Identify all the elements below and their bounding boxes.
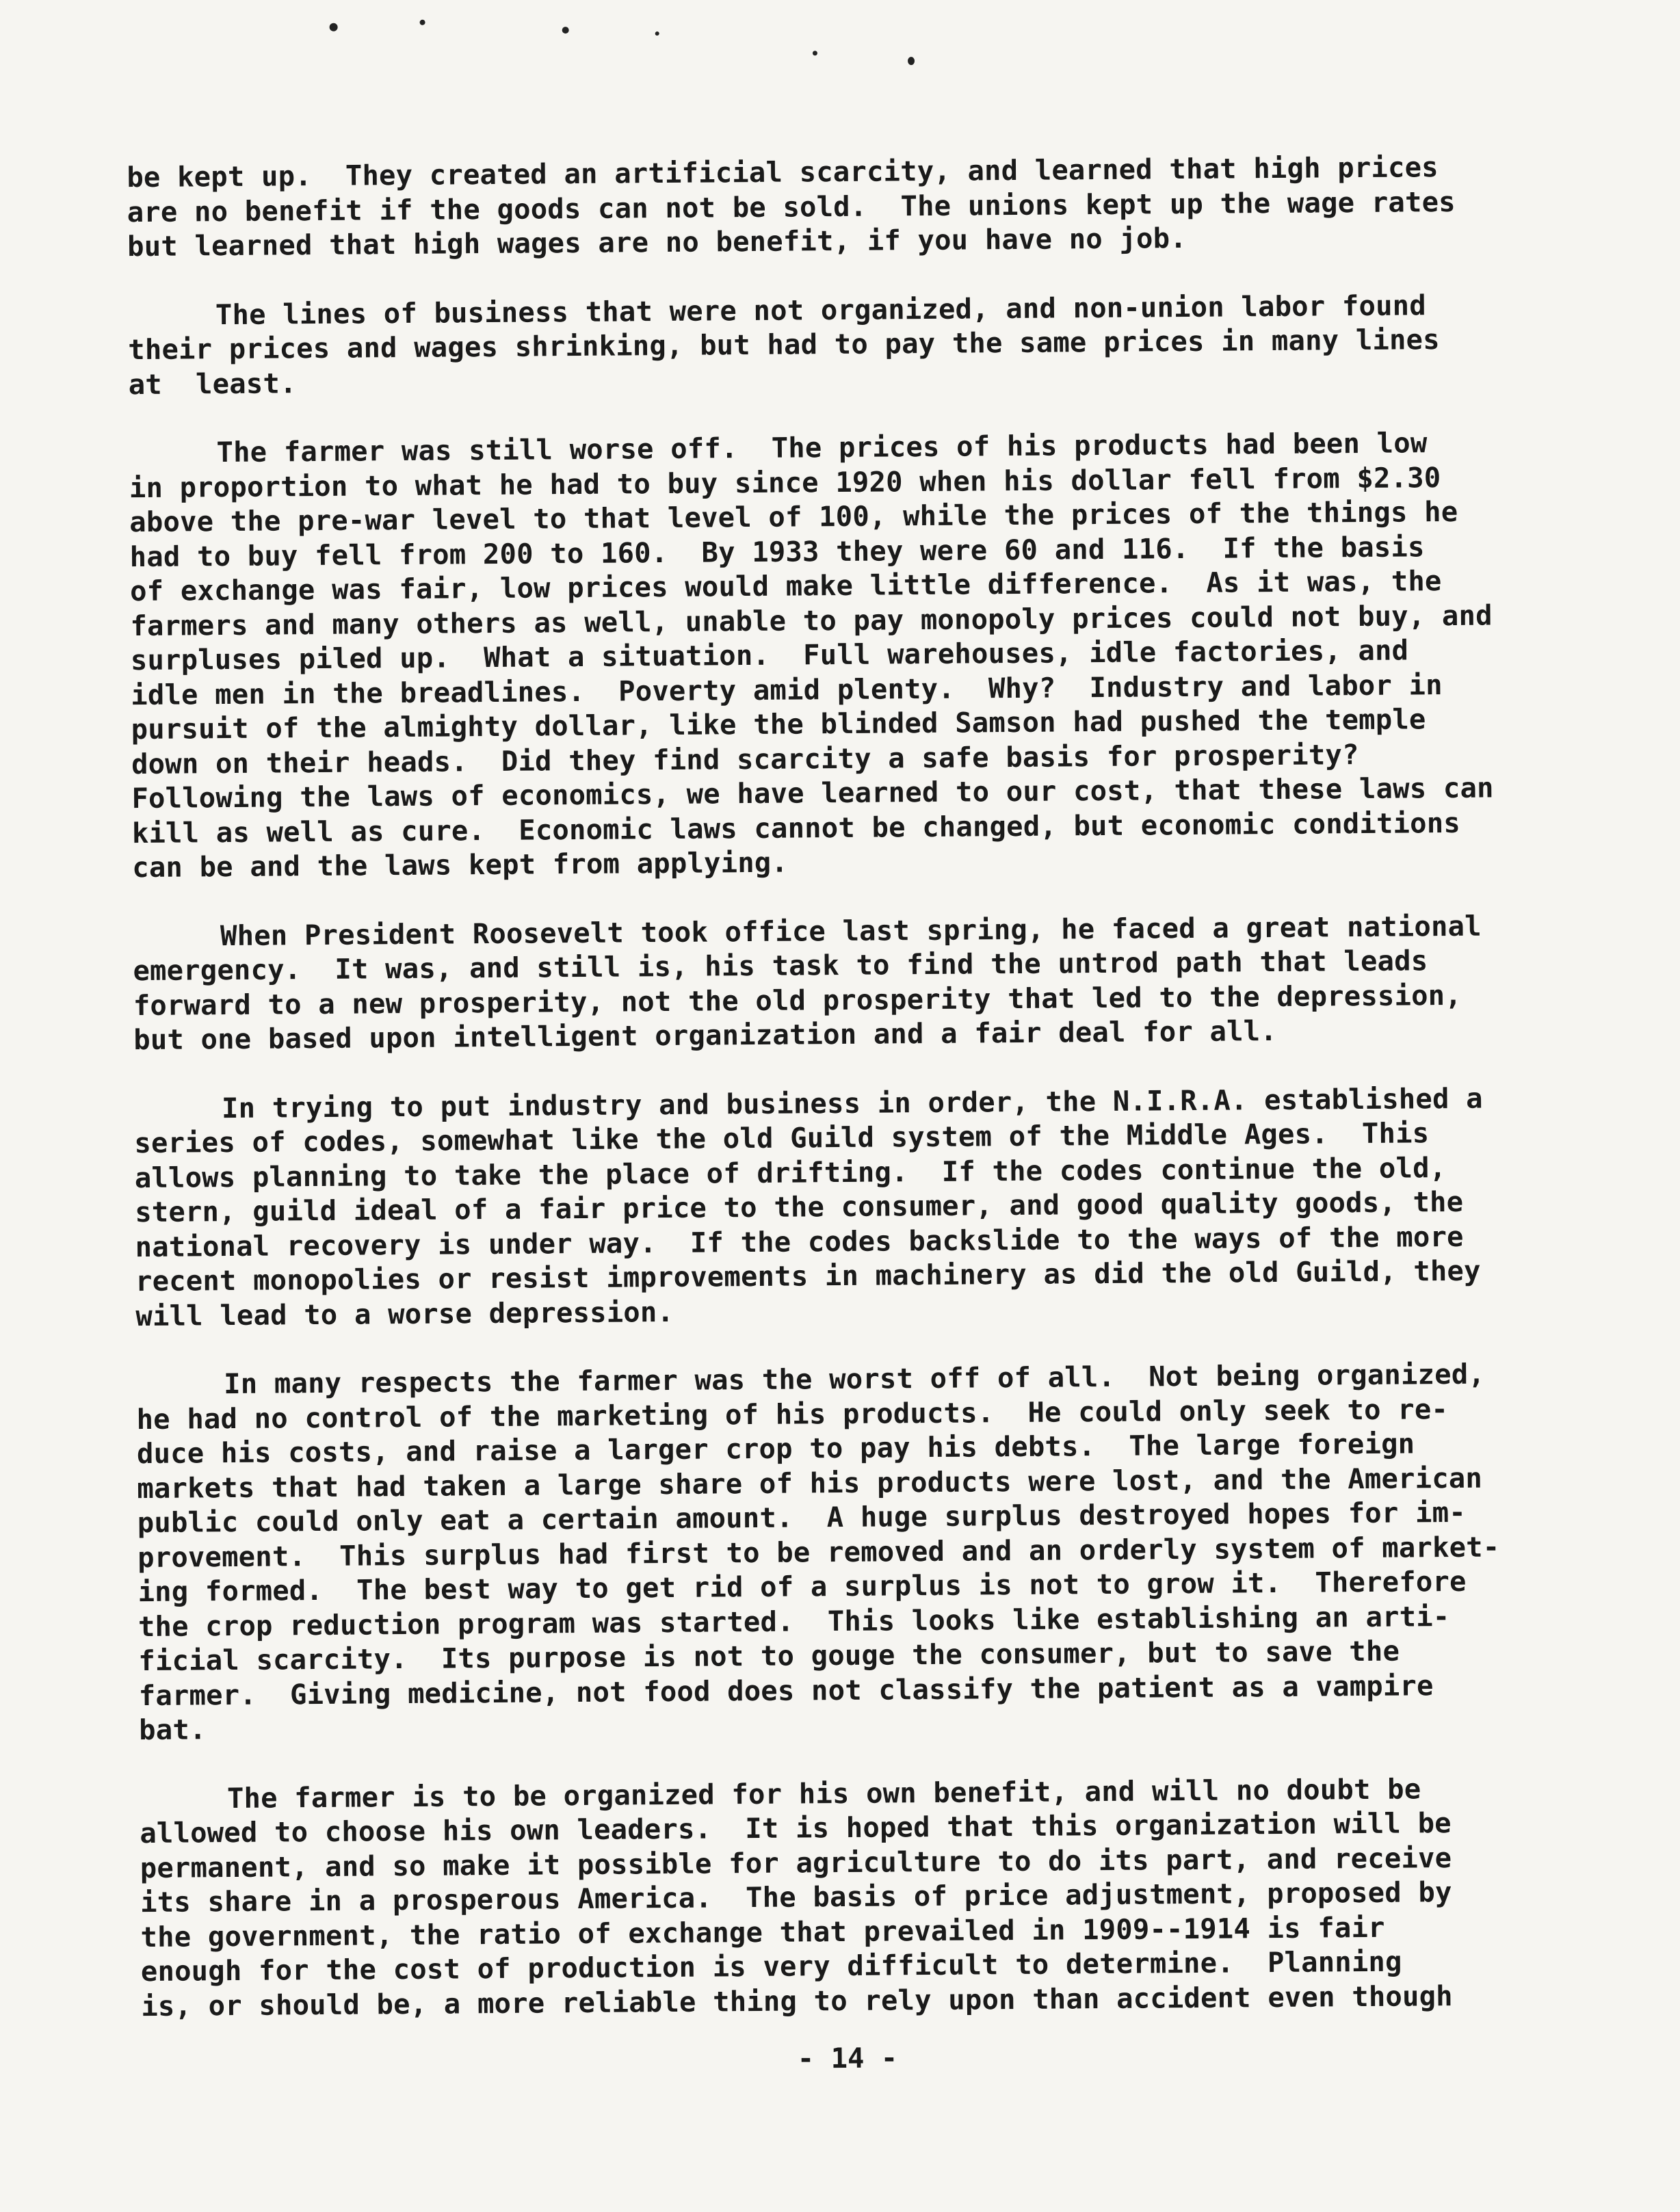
paragraph <box>134 1080 1545 1333</box>
text-line: at least. <box>128 366 297 401</box>
text-line: national recovery is under way. If the codes backslide to the ways of the more <box>135 1220 1464 1263</box>
text-line: can be and the laws kept from applying. <box>132 845 789 884</box>
text-line: The farmer was still worse off. The prices of his products had been low <box>216 426 1428 469</box>
text-line: is, or should be, a more reliable thing to rely upon than accident even though <box>141 1979 1453 2023</box>
text-line: public could only eat a certain amount. A huge surplus destroyed hopes for im- <box>137 1495 1466 1540</box>
text-line: the crop reduction program was started. This looks like establishing an arti- <box>137 1599 1450 1643</box>
text-line: allows planning to take the place of drifting. If the codes continue the old, <box>134 1150 1447 1194</box>
text-line: The lines of business that were not organized, and non-union labor found <box>215 288 1427 331</box>
text-line: duce his costs, and raise a larger crop to pay his debts. The large foreign <box>136 1427 1415 1471</box>
text-line: of exchange was fair, low prices would make little difference. As it was, the <box>129 564 1442 608</box>
text-line: series of codes, somewhat like the old Guild system of the Middle Ages. This <box>134 1116 1430 1160</box>
body-text <box>127 149 1551 2057</box>
text-line: Following the laws of economics, we have learned to our cost, that these laws can <box>131 771 1494 815</box>
text-line: its share in a prosperous America. The basis of price adjustment, proposed by <box>140 1875 1452 1919</box>
text-line: farmer. Giving medicine, not food does not classify the patient as a vampire <box>138 1668 1434 1712</box>
text-line: kill as well as cure. Economic laws cannot be changed, but economic conditions <box>131 806 1461 850</box>
text-line: When President Roosevelt took office last spring, he faced a great national <box>220 909 1482 952</box>
text-line: recent monopolies or resist improvements in machinery as did the old Guild, they <box>135 1254 1481 1298</box>
paragraph <box>128 287 1538 401</box>
text-line: their prices and wages shrinking, but had to pay the same prices in many lines <box>128 323 1440 367</box>
text-line: he had no control of the marketing of his products. He could only seek to re- <box>136 1392 1449 1436</box>
text-line: ficial scarcity. Its purpose is not to gouge the consumer, but to save the <box>138 1634 1400 1678</box>
text-line: enough for the cost of production is very difficult to determine. Planning <box>140 1945 1402 1988</box>
paragraph <box>140 1770 1551 2023</box>
text-line: In many respects the farmer was the worst off of all. Not being organized, <box>224 1357 1486 1401</box>
text-line: had to buy fell from 200 to 160. By 1933 they were 60 and 116. If the basis <box>129 529 1425 573</box>
text-line: are no benefit if the goods can not be sold. The unions kept up the wage rates <box>127 185 1456 228</box>
text-line: but learned that high wages are no benefit, if you have no job. <box>127 221 1187 263</box>
text-line: farmers and many others as well, unable to pay monopoly prices could not buy, and <box>130 598 1493 642</box>
text-line: forward to a new prosperity, not the old prosperity that led to the depression, <box>133 978 1462 1022</box>
text-line: In trying to put industry and business in order, the N.I.R.A. established a <box>221 1081 1483 1124</box>
text-line: be kept up. They created an artificial scarcity, and learned that high prices <box>127 150 1439 194</box>
page-number: - 14 - <box>797 2041 898 2075</box>
text-line: surpluses piled up. What a situation. Full warehouses, idle factories, and <box>130 633 1409 677</box>
paragraph <box>127 149 1536 264</box>
text-line: pursuit of the almighty dollar, like the blinded Samson had pushed the temple <box>131 702 1426 746</box>
text-line: above the pre-war level to that level of 100, while the prices of the things he <box>129 495 1458 539</box>
text-line: in proportion to what he had to buy since 1920 when his dollar fell from $2.30 <box>129 460 1441 504</box>
text-line: markets that had taken a large share of his products were lost, and the American <box>137 1461 1483 1505</box>
paragraph <box>133 908 1543 1057</box>
text-line: allowed to choose his own leaders. It is hoped that this organization will be <box>140 1806 1452 1850</box>
ink-specks <box>0 0 1671 7</box>
text-line: provement. This surplus had first to be removed and an orderly system of market- <box>137 1529 1500 1574</box>
text-line: stern, guild ideal of a fair price to the consumer, and good quality goods, the <box>135 1185 1464 1229</box>
text-line: the government, the ratio of exchange that prevailed in 1909--1914 is fair <box>140 1910 1385 1953</box>
text-line: ing formed. The best way to get rid of a surplus is not to grow it. Therefore <box>137 1564 1467 1609</box>
text-line: will lead to a worse depression. <box>135 1295 674 1332</box>
text-line: The farmer is to be organized for his own benefit, and will no doubt be <box>226 1772 1421 1815</box>
text-line: but one based upon intelligent organization and a fair deal for all. <box>133 1014 1278 1057</box>
text-line: down on their heads. Did they find scarcity a safe basis for prosperity? <box>131 737 1359 780</box>
text-line: permanent, and so make it possible for agriculture to do its part, and receive <box>140 1841 1452 1884</box>
paragraph <box>136 1356 1548 1748</box>
text-line: bat. <box>138 1713 207 1747</box>
text-line: emergency. It was, and still is, his task to find the untrod path that leads <box>133 944 1428 988</box>
text-line: idle men in the breadlines. Poverty amid plenty. Why? Industry and labor in <box>131 668 1443 711</box>
paragraph <box>129 425 1541 885</box>
